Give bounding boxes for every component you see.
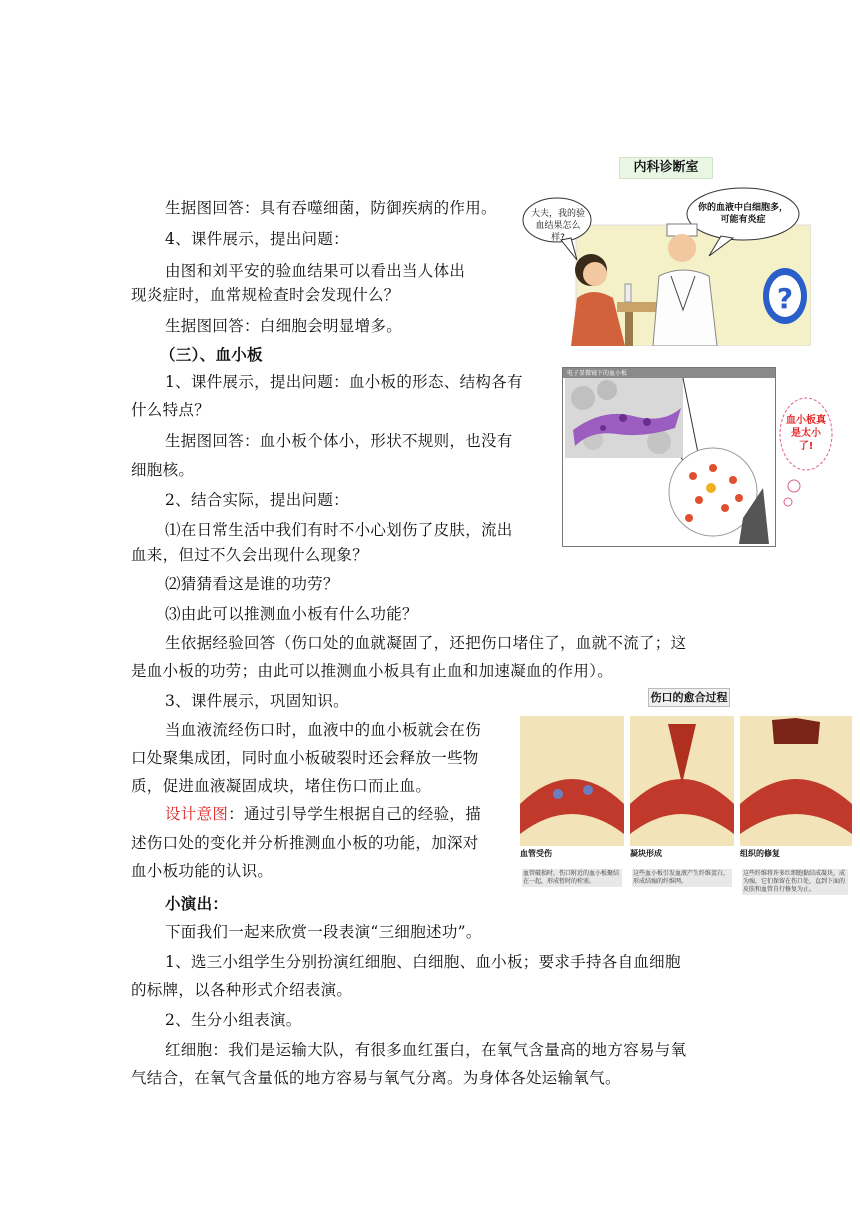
text-line: 口处聚集成团，同时血小板破裂时还会释放一些物 xyxy=(131,749,479,767)
panel-label-3: 组织的修复 xyxy=(740,849,780,858)
panel-caption-3: 这些纤维将许多红细胞黏结成凝块，成为痂，它们保留在伤口处，直到下面的皮肤和血管自行修复为止。 xyxy=(742,869,848,895)
text-line: 红细胞：我们是运输大队，有很多血红蛋白，在氧气含量高的地方容易与氧 xyxy=(165,1041,687,1059)
panel-caption-2: 这些血小板引发血液产生纤维蛋白，形成结痂的纤维网。 xyxy=(632,869,732,887)
design-intent-text: ：通过引导学生根据自己的经验，描 xyxy=(228,805,482,823)
panel-caption-1: 血管破损时，伤口附近的血小板聚结在一起，形成暂时的栓塞。 xyxy=(522,869,622,887)
section-heading-performance: 小演出： xyxy=(165,894,229,913)
text-line: 3、课件展示，巩固知识。 xyxy=(165,692,349,710)
text-line: 生依据经验回答（伤口处的血就凝固了，还把伤口堵住了，血就不流了；这 xyxy=(165,634,687,652)
clinic-illustration xyxy=(521,180,811,346)
text-line: 什么特点？ xyxy=(131,401,211,419)
text-line: 现炎症时，血常规检查时会发现什么？ xyxy=(131,286,400,304)
thought-cloud-text: 血小板真是太小了! xyxy=(786,415,826,452)
panel-label-2: 凝块形成 xyxy=(630,849,662,858)
text-line: 1、选三小组学生分别扮演红细胞、白细胞、血小板；要求手持各自血细胞 xyxy=(165,953,681,971)
text-line: ⑴在日常生活中我们有时不小心划伤了皮肤，流出 xyxy=(165,521,513,539)
question-mark-icon: ? xyxy=(776,282,794,315)
platelet-micrograph xyxy=(562,367,776,547)
text-line: 的标牌，以各种形式介绍表演。 xyxy=(131,981,353,999)
platelet-micrograph-image xyxy=(563,368,775,546)
wound-figure-title: 伤口的愈合过程 xyxy=(648,688,730,707)
text-line: 由图和刘平安的验血结果可以看出当人体出 xyxy=(165,262,466,280)
wound-healing-figure xyxy=(518,714,854,910)
text-line: 细胞核。 xyxy=(131,461,195,479)
text-line: 生据图回答：血小板个体小，形状不规则，也没有 xyxy=(165,432,513,450)
text-line: 生据图回答：具有吞噬细菌，防御疾病的作用。 xyxy=(165,199,497,217)
text-line: 血来，但过不久会出现什么现象？ xyxy=(131,546,369,564)
text-line: 质，促进血液凝固成块，堵住伤口而止血。 xyxy=(131,777,432,795)
text-line: 是血小板的功劳；由此可以推测血小板具有止血和加速凝血的作用）。 xyxy=(131,662,614,680)
text-line: 血小板功能的认识。 xyxy=(131,862,274,880)
text-line: 4、课件展示，提出问题： xyxy=(165,230,349,248)
text-line: 2、结合实际，提出问题： xyxy=(165,491,349,509)
text-line: 生据图回答：白细胞会明显增多。 xyxy=(165,317,403,335)
patient-speech-bubble: 大夫，我的验血结果怎么样? xyxy=(531,209,586,243)
text-line: 述伤口处的变化并分析推测血小板的功能，加深对 xyxy=(131,834,479,852)
doctor-speech-bubble: 你的血液中白细胞多，可能有炎症 xyxy=(697,203,788,225)
design-intent-line xyxy=(165,804,481,824)
text-line: ⑵猜猜看这是谁的功劳？ xyxy=(165,575,339,593)
text-line: 下面我们一起来欣赏一段表演“三细胞述功”。 xyxy=(165,923,482,941)
design-intent-label: 设计意图 xyxy=(165,805,229,823)
text-line: 气结合，在氧气含量低的地方容易与氧气分离。为身体各处运输氧气。 xyxy=(131,1069,621,1087)
panel-label-1: 血管受伤 xyxy=(520,849,552,858)
text-line: 1、课件展示，提出问题：血小板的形态、结构各有 xyxy=(165,373,523,391)
text-line: ⑶由此可以推测血小板有什么功能？ xyxy=(165,605,418,623)
section-heading-platelet: （三）、血小板 xyxy=(160,345,263,364)
text-line: 2、生分小组表演。 xyxy=(165,1011,302,1029)
micrograph-label: 电子显微镜下的血小板 xyxy=(567,370,628,377)
clinic-sign: 内科诊断室 xyxy=(619,157,713,179)
text-line: 当血液流经伤口时，血液中的血小板就会在伤 xyxy=(165,721,482,739)
